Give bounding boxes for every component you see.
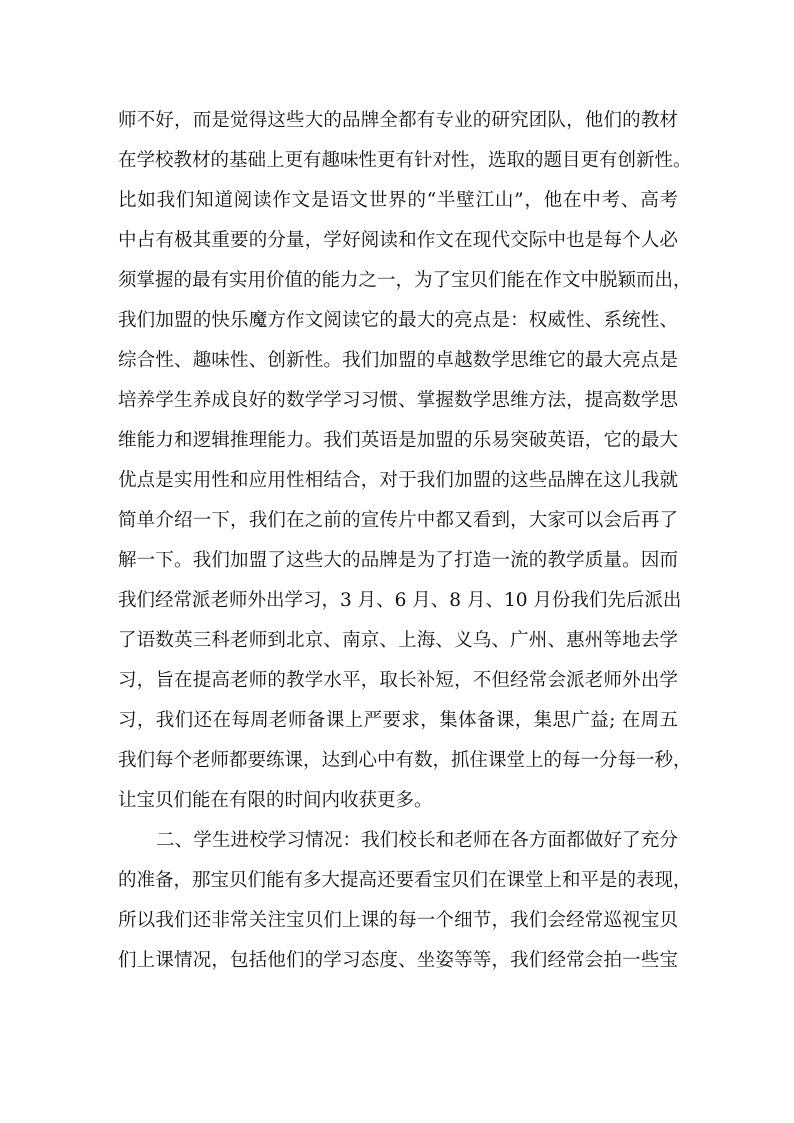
text-line: 培养学生养成良好的数学学习习惯、掌握数学思维方法，提高数学思 xyxy=(118,390,678,411)
text-line: 我们加盟的快乐魔方作文阅读它的最大的亮点是：权威性、系统性、 xyxy=(118,310,678,331)
text-line: 在学校教材的基础上更有趣味性更有针对性，选取的题目更有创新性。 xyxy=(118,150,692,171)
text-line: 比如我们知道阅读作文是语文世界的“半壁江山”，他在中考、高考 xyxy=(118,190,678,211)
text-line: 的准备，那宝贝们能有多大提高还要看宝贝们在课堂上和平是的表现， xyxy=(118,870,692,891)
text-line: 习，我们还在每周老师备课上严要求，集体备课，集思广益; 在周五 xyxy=(118,710,678,731)
text-line: 让宝贝们能在有限的时间内收获更多。 xyxy=(118,790,433,811)
text-line: 维能力和逻辑推理能力。我们英语是加盟的乐易突破英语，它的最大 xyxy=(118,430,678,451)
text-line: 了语数英三科老师到北京、南京、上海、义乌、广州、惠州等地去学 xyxy=(118,630,678,651)
text-line: 我们每个老师都要练课，达到心中有数，抓住课堂上的每一分每一秒， xyxy=(118,750,692,771)
text-line: 习，旨在提高老师的教学水平，取长补短，不但经常会派老师外出学 xyxy=(118,670,678,691)
text-line: 综合性、趣味性、创新性。我们加盟的卓越数学思维它的最大亮点是 xyxy=(118,350,678,371)
text-line: 我们经常派老师外出学习，3 月、6 月、8 月、10 月份我们先后派出 xyxy=(118,590,682,611)
text-line: 们上课情况，包括他们的学习态度、坐姿等等，我们经常会拍一些宝 xyxy=(118,950,678,971)
text-line: 简单介绍一下，我们在之前的宣传片中都又看到，大家可以会后再了 xyxy=(118,510,678,531)
text-line: 解一下。我们加盟了这些大的品牌是为了打造一流的教学质量。因而 xyxy=(118,550,678,571)
text-line: 所以我们还非常关注宝贝们上课的每一个细节，我们会经常巡视宝贝 xyxy=(118,910,678,931)
text-line: 优点是实用性和应用性相结合，对于我们加盟的这些品牌在这儿我就 xyxy=(118,470,678,491)
text-line: 师不好，而是觉得这些大的品牌全都有专业的研究团队，他们的教材 xyxy=(118,110,678,131)
text-line: 中占有极其重要的分量，学好阅读和作文在现代交际中也是每个人必 xyxy=(118,230,678,251)
text-line: 二、学生进校学习情况：我们校长和老师在各方面都做好了充分 xyxy=(156,830,678,851)
text-line: 须掌握的最有实用价值的能力之一，为了宝贝们能在作文中脱颖而出， xyxy=(118,270,692,291)
